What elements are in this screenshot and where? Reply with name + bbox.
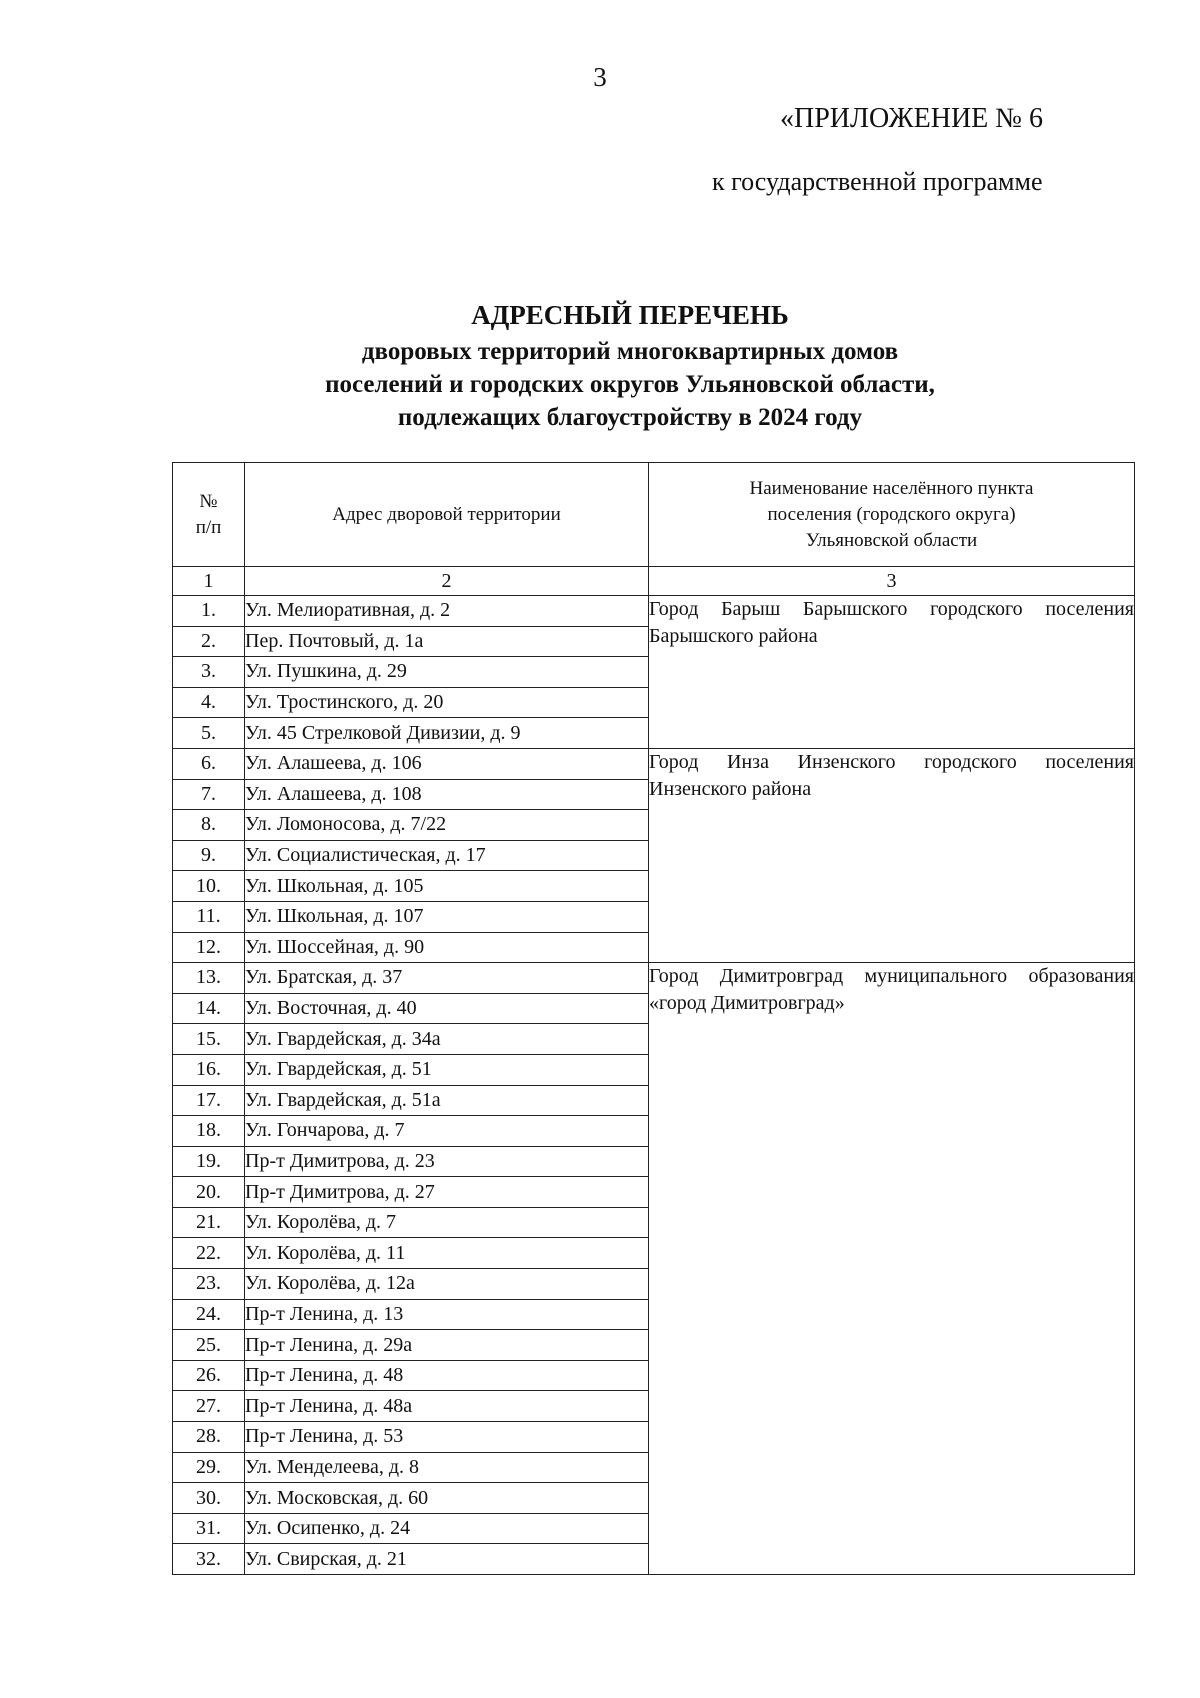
row-address: Пр-т Димитрова, д. 27 bbox=[245, 1177, 649, 1208]
heading-line-1: дворовых территорий многоквартирных домов bbox=[361, 338, 899, 365]
row-number: 32. bbox=[173, 1544, 245, 1575]
appendix-subtitle: к государственной программе bbox=[712, 167, 1043, 196]
row-address: Ул. 45 Стрелковой Дивизии, д. 9 bbox=[245, 718, 649, 749]
row-address: Ул. Восточная, д. 40 bbox=[245, 993, 649, 1024]
table-body bbox=[173, 596, 1135, 1575]
header-number-line-2: п/п bbox=[195, 516, 222, 538]
locality-cell: Город Димитровград муниципального образования «город Димитровград» bbox=[649, 963, 1135, 1575]
row-address: Ул. Алашеева, д. 108 bbox=[245, 779, 649, 810]
heading-line-3: подлежащих благоустройству в 2024 году bbox=[397, 404, 863, 431]
row-address: Ул. Королёва, д. 12а bbox=[245, 1269, 649, 1300]
row-address: Ул. Гвардейская, д. 34а bbox=[245, 1024, 649, 1055]
row-number: 4. bbox=[173, 687, 245, 718]
row-address: Ул. Братская, д. 37 bbox=[245, 963, 649, 994]
row-number: 9. bbox=[173, 840, 245, 871]
row-address: Ул. Свирская, д. 21 bbox=[245, 1544, 649, 1575]
row-number: 14. bbox=[173, 993, 245, 1024]
row-address: Ул. Осипенко, д. 24 bbox=[245, 1513, 649, 1544]
row-number: 29. bbox=[173, 1452, 245, 1483]
row-number: 20. bbox=[173, 1177, 245, 1208]
row-number: 17. bbox=[173, 1085, 245, 1116]
row-address: Ул. Социалистическая, д. 17 bbox=[245, 840, 649, 871]
row-address: Пр-т Ленина, д. 29а bbox=[245, 1330, 649, 1361]
locality-cell: Город Барыш Барышского городского поселения Барышского района bbox=[649, 596, 1135, 749]
row-number: 6. bbox=[173, 748, 245, 779]
page-number: 3 bbox=[593, 62, 607, 92]
row-number: 25. bbox=[173, 1330, 245, 1361]
locality-cell: Город Инза Инзенского городского поселения Инзенского района bbox=[649, 748, 1135, 962]
row-number: 24. bbox=[173, 1299, 245, 1330]
row-address: Ул. Гончарова, д. 7 bbox=[245, 1116, 649, 1147]
row-address: Ул. Школьная, д. 107 bbox=[245, 901, 649, 932]
header-locality-line-2: поселения (городского округа) bbox=[767, 503, 1016, 525]
row-number: 8. bbox=[173, 810, 245, 841]
header-locality-line-1: Наименование населённого пункта bbox=[749, 477, 1034, 499]
row-number: 18. bbox=[173, 1116, 245, 1147]
row-number: 22. bbox=[173, 1238, 245, 1269]
row-address: Ул. Московская, д. 60 bbox=[245, 1483, 649, 1514]
heading-main: АДРЕСНЫЙ ПЕРЕЧЕНЬ bbox=[471, 300, 789, 330]
column-number-1: 1 bbox=[173, 567, 245, 596]
row-number: 7. bbox=[173, 779, 245, 810]
row-number: 2. bbox=[173, 626, 245, 657]
row-number: 10. bbox=[173, 871, 245, 902]
row-number: 5. bbox=[173, 718, 245, 749]
row-number: 31. bbox=[173, 1513, 245, 1544]
row-address: Ул. Пушкина, д. 29 bbox=[245, 657, 649, 688]
row-address: Пр-т Ленина, д. 48а bbox=[245, 1391, 649, 1422]
document-heading bbox=[160, 298, 1100, 434]
row-number: 30. bbox=[173, 1483, 245, 1514]
row-number: 23. bbox=[173, 1269, 245, 1300]
header-number-line-1: № bbox=[199, 490, 218, 512]
row-address: Ул. Королёва, д. 7 bbox=[245, 1207, 649, 1238]
header-locality-line-3: Ульяновской области bbox=[805, 529, 978, 551]
appendix-title: «ПРИЛОЖЕНИЕ № 6 bbox=[780, 103, 1043, 134]
row-address: Пер. Почтовый, д. 1а bbox=[245, 626, 649, 657]
row-number: 16. bbox=[173, 1054, 245, 1085]
row-address: Ул. Школьная, д. 105 bbox=[245, 871, 649, 902]
row-number: 19. bbox=[173, 1146, 245, 1177]
row-address: Ул. Менделеева, д. 8 bbox=[245, 1452, 649, 1483]
row-address: Пр-т Димитрова, д. 23 bbox=[245, 1146, 649, 1177]
row-address: Пр-т Ленина, д. 48 bbox=[245, 1360, 649, 1391]
column-number-row bbox=[173, 567, 1135, 596]
row-address: Ул. Королёва, д. 11 bbox=[245, 1238, 649, 1269]
header-address: Адрес дворовой территории bbox=[245, 463, 649, 567]
table-row bbox=[173, 596, 1135, 627]
row-number: 1. bbox=[173, 596, 245, 627]
row-number: 15. bbox=[173, 1024, 245, 1055]
row-number: 11. bbox=[173, 901, 245, 932]
row-number: 28. bbox=[173, 1422, 245, 1453]
row-number: 13. bbox=[173, 963, 245, 994]
row-number: 27. bbox=[173, 1391, 245, 1422]
row-address: Ул. Гвардейская, д. 51 bbox=[245, 1054, 649, 1085]
column-number-2: 2 bbox=[245, 567, 649, 596]
row-number: 3. bbox=[173, 657, 245, 688]
table-row bbox=[173, 748, 1135, 779]
row-address: Пр-т Ленина, д. 53 bbox=[245, 1422, 649, 1453]
header-number bbox=[173, 463, 245, 567]
table-header-row bbox=[173, 463, 1135, 567]
row-address: Ул. Алашеева, д. 106 bbox=[245, 748, 649, 779]
heading-line-2: поселений и городских округов Ульяновской области, bbox=[325, 371, 935, 398]
header-locality bbox=[649, 463, 1135, 567]
row-number: 12. bbox=[173, 932, 245, 963]
table-row bbox=[173, 963, 1135, 994]
row-address: Ул. Гвардейская, д. 51а bbox=[245, 1085, 649, 1116]
address-table bbox=[172, 462, 1135, 1575]
row-number: 21. bbox=[173, 1207, 245, 1238]
row-address: Ул. Мелиоративная, д. 2 bbox=[245, 596, 649, 627]
row-number: 26. bbox=[173, 1360, 245, 1391]
row-address: Ул. Тростинского, д. 20 bbox=[245, 687, 649, 718]
row-address: Ул. Шоссейная, д. 90 bbox=[245, 932, 649, 963]
row-address: Пр-т Ленина, д. 13 bbox=[245, 1299, 649, 1330]
column-number-3: 3 bbox=[649, 567, 1135, 596]
row-address: Ул. Ломоносова, д. 7/22 bbox=[245, 810, 649, 841]
